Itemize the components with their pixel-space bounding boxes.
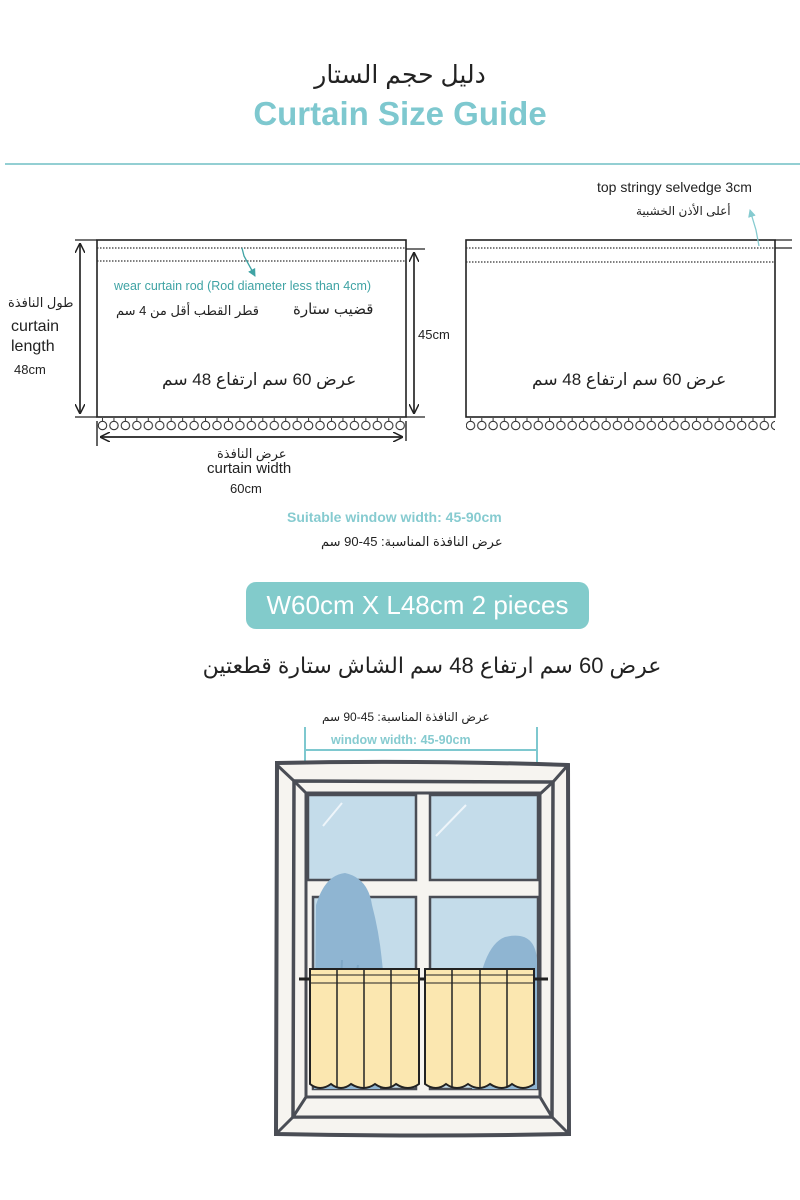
rod-note: wear curtain rod (Rod diameter less than 4cm) [114,279,372,293]
suitable-width-arabic: عرض النافذة المناسبة: 45-90 سم [321,534,503,549]
inner-height-value: 45cm [418,327,450,342]
illustration-curtain-left [310,969,419,1088]
product-description-arabic: عرض 60 سم ارتفاع 48 سم الشاش ستارة قطعتين [202,653,662,678]
selvedge-label-arabic: أعلى الأذن الخشبية [636,204,731,218]
suitable-width-en: Suitable window width: 45-90cm [287,509,502,525]
title-arabic: دليل حجم الستار [314,61,486,89]
size-badge: W60cm X L48cm 2 pieces [246,582,589,629]
window-illustration [276,727,569,1136]
left-curtain-diagram [75,240,425,446]
width-label-en: curtain width [207,460,292,477]
window-width-arabic: عرض النافذة المناسبة: 45-90 سم [322,710,490,724]
length-label-en-2: length [11,338,55,355]
length-label-en-1: curtain [11,318,60,335]
rod-diameter-arabic: قطر القطب أقل من 4 سم [116,303,259,318]
length-label-arabic: طول النافذة [8,295,74,310]
width-label-arabic: عرض النافذة [217,446,287,461]
right-curtain-diagram [466,210,792,434]
illustration-curtain-right [425,969,534,1088]
window-width-en: window width: 45-90cm [331,733,471,747]
length-value: 48cm [14,362,46,377]
left-size-arabic: عرض 60 سم ارتفاع 48 سم [162,370,357,389]
rod-label-arabic: قضيب ستارة [293,301,374,318]
title-english: Curtain Size Guide [253,95,547,132]
right-size-arabic: عرض 60 سم ارتفاع 48 سم [532,370,727,389]
width-value: 60cm [230,481,262,496]
selvedge-label-en: top stringy selvedge 3cm [597,179,752,195]
